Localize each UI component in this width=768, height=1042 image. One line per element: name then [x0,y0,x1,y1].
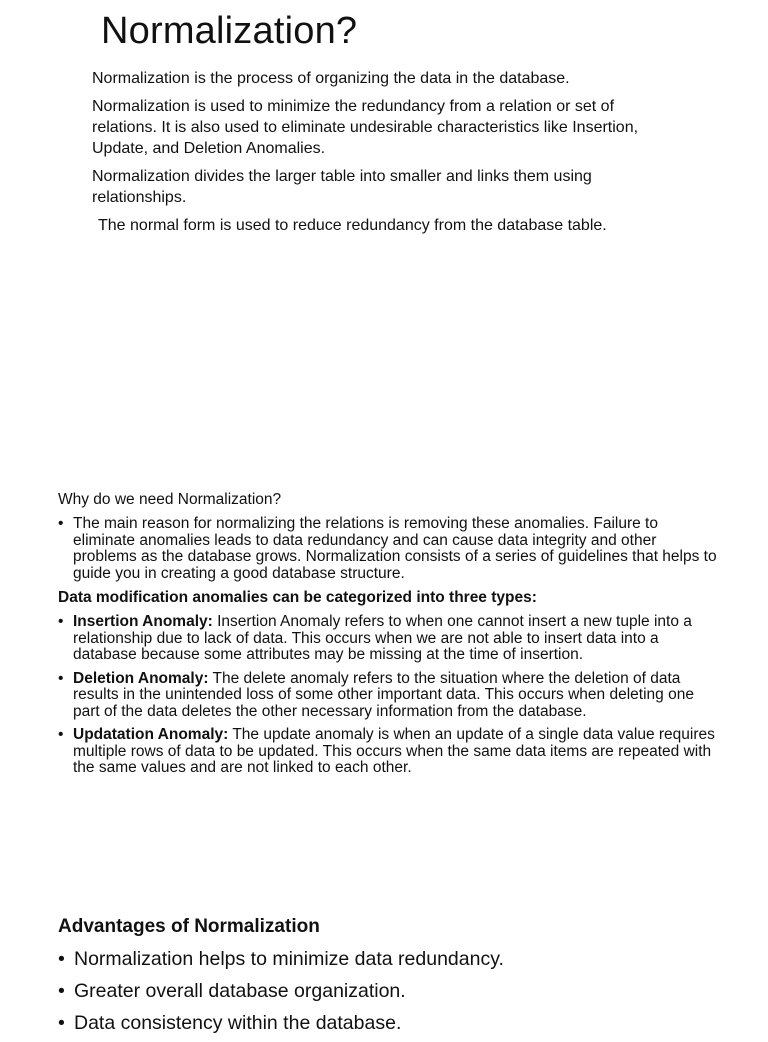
list-item [58,516,718,582]
advantages-list [58,946,718,1036]
intro-text-block [92,68,672,243]
advantage-text: Data consistency within the database. [74,1012,402,1034]
anomaly-description: Insertion Anomaly refers to when one cannot insert a new tuple into a relationship due to lack of data. This occurs when we are not able to insert data into a database because some attributes may be missing at the time of insertion. [73,613,692,663]
anomalies-section [58,490,718,784]
why-bullet-text: The main reason for normalizing the relations is removing these anomalies. Failure to eliminate anomalies leads to data redundancy and can cause data integrity and other problems as the database grows. Normalization consists of a series of guidelines that helps to guide you in creating a good database structure. [73,515,717,582]
bullet-icon: • [58,948,65,970]
intro-paragraph: Normalization divides the larger table into smaller and links them using relationships. [92,168,592,206]
why-heading: Why do we need Normalization? [58,491,282,508]
bullet-icon: • [58,980,65,1002]
anomalies-list [58,614,718,777]
list-item [58,671,718,721]
advantage-text: Greater overall database organization. [74,980,406,1002]
anomaly-description: The update anomaly is when an update of a single data value requires multiple rows of data to be updated. This occurs when the same data items are repeated with the same values and are not linked to each other. [73,726,715,776]
list-item [58,614,718,664]
list-item [58,946,718,972]
bullet-icon: • [58,669,64,687]
advantages-section [58,914,718,1042]
why-list [58,516,718,582]
list-item [58,727,718,777]
intro-paragraph: Normalization is the process of organizing the data in the database. [92,70,570,87]
anomaly-term: Deletion Anomaly: [73,669,209,687]
intro-paragraph: Normalization is used to minimize the redundancy from a relation or set of relations. It is also used to eliminate undesirable characteristics like Insertion, Update, and Deletion Anomalies. [92,98,639,157]
anomaly-term: Insertion Anomaly: [73,613,213,630]
anomaly-description: The delete anomaly refers to the situation where the deletion of data results in the unintended loss of some other important data. This occurs when deleting one part of the data deletes the other necessary information from the database. [73,669,694,720]
anomalies-heading: Data modification anomalies can be categorized into three types: [58,589,537,606]
list-item [58,978,718,1004]
bullet-icon: • [58,515,64,532]
advantages-heading: Advantages of Normalization [58,916,320,937]
anomaly-term: Updatation Anomaly: [73,726,229,743]
bullet-icon: • [58,726,64,743]
bullet-icon: • [58,1012,65,1034]
advantage-text: Normalization helps to minimize data redundancy. [74,948,504,970]
bullet-icon: • [58,613,64,630]
intro-paragraph: The normal form is used to reduce redundancy from the database table. [98,217,607,234]
page-title: Normalization? [101,10,358,52]
list-item [58,1010,718,1036]
